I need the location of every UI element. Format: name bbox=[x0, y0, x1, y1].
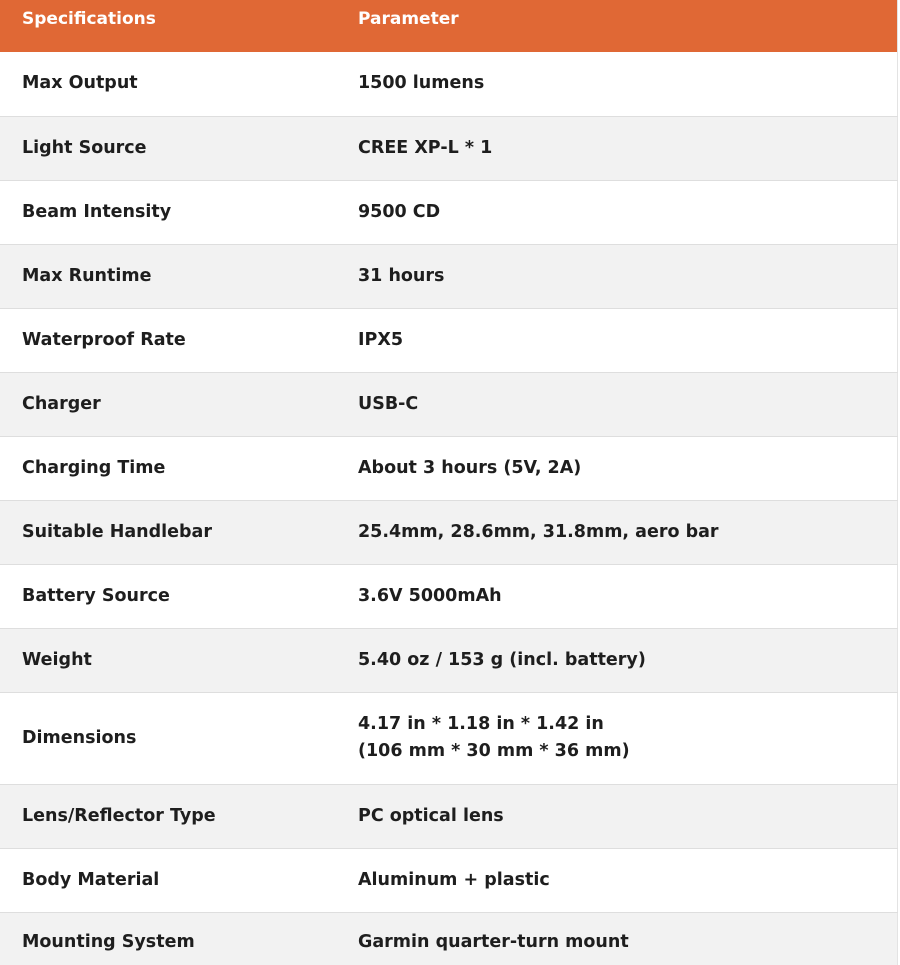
table-row bbox=[0, 436, 897, 500]
table-row bbox=[0, 52, 897, 116]
table-row bbox=[0, 628, 897, 692]
spec-value: 31 hours bbox=[336, 244, 897, 308]
table-row bbox=[0, 912, 897, 965]
table-row bbox=[0, 372, 897, 436]
table-row bbox=[0, 244, 897, 308]
spec-value: About 3 hours (5V, 2A) bbox=[336, 436, 897, 500]
spec-value-line-1: 4.17 in * 1.18 in * 1.42 in bbox=[358, 714, 604, 734]
spec-value bbox=[336, 692, 897, 784]
table-row bbox=[0, 116, 897, 180]
header-specifications: Specifications bbox=[0, 0, 336, 52]
table-row bbox=[0, 180, 897, 244]
spec-name: Charger bbox=[0, 372, 336, 436]
spec-value: PC optical lens bbox=[336, 784, 897, 848]
table-row bbox=[0, 308, 897, 372]
spec-name: Light Source bbox=[0, 116, 336, 180]
spec-value-line-2: (106 mm * 30 mm * 36 mm) bbox=[358, 741, 630, 761]
spec-value: IPX5 bbox=[336, 308, 897, 372]
spec-value: Aluminum + plastic bbox=[336, 848, 897, 912]
spec-value: Garmin quarter-turn mount bbox=[336, 912, 897, 965]
spec-name: Waterproof Rate bbox=[0, 308, 336, 372]
spec-name: Dimensions bbox=[0, 692, 336, 784]
table-row bbox=[0, 692, 897, 784]
spec-name: Mounting System bbox=[0, 912, 336, 965]
spec-name: Weight bbox=[0, 628, 336, 692]
spec-value: USB-C bbox=[336, 372, 897, 436]
spec-name: Max Output bbox=[0, 52, 336, 116]
spec-value: 1500 lumens bbox=[336, 52, 897, 116]
spec-name: Suitable Handlebar bbox=[0, 500, 336, 564]
spec-value: CREE XP-L * 1 bbox=[336, 116, 897, 180]
table-row bbox=[0, 784, 897, 848]
table-row bbox=[0, 564, 897, 628]
spec-value: 5.40 oz / 153 g (incl. battery) bbox=[336, 628, 897, 692]
spec-value: 3.6V 5000mAh bbox=[336, 564, 897, 628]
spec-value: 25.4mm, 28.6mm, 31.8mm, aero bar bbox=[336, 500, 897, 564]
header-parameter: Parameter bbox=[336, 0, 897, 52]
spec-name: Beam Intensity bbox=[0, 180, 336, 244]
spec-name: Max Runtime bbox=[0, 244, 336, 308]
spec-name: Body Material bbox=[0, 848, 336, 912]
spec-value: 9500 CD bbox=[336, 180, 897, 244]
spec-name: Lens/Reflector Type bbox=[0, 784, 336, 848]
table-row bbox=[0, 848, 897, 912]
spec-name: Charging Time bbox=[0, 436, 336, 500]
table-row bbox=[0, 500, 897, 564]
spec-name: Battery Source bbox=[0, 564, 336, 628]
table-header-row bbox=[0, 0, 897, 52]
